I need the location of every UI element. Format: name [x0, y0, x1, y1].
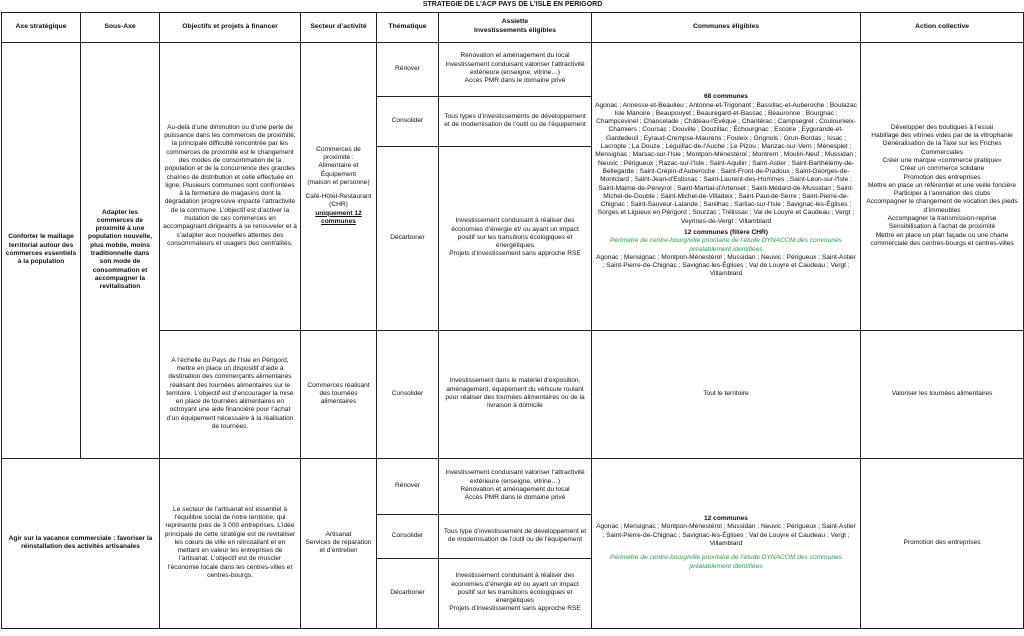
action-item: Créer une marque «commerce pratique» [882, 156, 1002, 164]
assiette-renover-1 [439, 42, 592, 96]
assiette-line: Rénovation et aménagement du local [460, 486, 570, 493]
objectif1-cell: Au-delà d’une diminution ou d’une perte de puissance dans les commerces de proximité, la principale difficulté rencontrée par les commerces de proximité est le changement des modes de consommation de la population et de la concurrence des grandes chaînes de distribution et celle effectuée en ligne. Plusieurs communes sont confrontées à la fermeture de magasins dont la dégradation progressive impacte l’attractivité de la commune. L’objectif est d’activer la mutation de ces commerces en accompagnant dirigeants à se renouveler et à s’adapter aux nouvelles attentes des consommateurs et usagers des centralités. [160, 42, 301, 330]
theme-decarboner-2: Décarboner [377, 558, 439, 628]
theme-consolider-1: Consolider [377, 96, 439, 146]
assiette-line: Projets d’investissement sans approche RSE [449, 605, 581, 613]
secteur1-line4: Café-Hôtel-Restaurant (CHR) [305, 193, 372, 209]
axe2-cell: Agir sur la vacance commerciale : favoriser la réinstallation des activités artisanales [2, 458, 160, 628]
header-assiette [439, 12, 592, 42]
secteur1-line1: Commerces de proximité : [316, 145, 361, 161]
secteur1-line3: (maison et personne) [307, 178, 370, 186]
assiette-consolider-1: Tous types d’investissements de développement et de modernisation de l’outil ou de l’équipement [439, 96, 592, 146]
header-sous-axe: Sous-Axe [81, 12, 160, 42]
assiette-line: Investissement conduisant à réaliser des économies d’énergie et/ ou ayant un impact positif sur les transitions écologiques et énergétiques [451, 572, 579, 605]
communes3-title: 12 communes [704, 515, 748, 523]
header-action: Action collective [861, 12, 1024, 42]
table-row [2, 42, 1024, 96]
header-objectifs: Objectifs et projets à financer [160, 12, 301, 42]
objectif2-cell: A l’échelle du Pays de l’Isle en Périgord, mettre en place un dispositif d’aide à destination des commerçants alimentaires réalisant des tournées alimentaires sur le territoire. L’objectif est d’encourager la mise en place de tournées alimentaires en octroyant une aide financière pour l’achat d’un équipement nécessaire à la réalisation de tournées. [160, 330, 301, 458]
theme-renover-2: Rénover [377, 458, 439, 514]
actions1-cell [861, 42, 1024, 330]
header-communes: Communes éligibles [592, 12, 861, 42]
assiette-line: Accès PMR dans le domaine privé [464, 77, 566, 85]
action-item: Généralisation de la Taxe sur les Friches Commerciales [882, 140, 1002, 156]
header-assiette-line2: Investissements éligibles [474, 27, 556, 34]
secteur3-line2: Services de réparation et d’entretien [305, 538, 372, 555]
assiette-line: Investissement conduisant valoriser l’attractivité extérieure (enseigne, vitrine…) [445, 469, 585, 485]
table-row [2, 458, 1024, 514]
action-item: Promotion des entreprises [903, 173, 981, 181]
action-item: Mettre en place un référentiel et une veille foncière [867, 181, 1017, 189]
action-item: Accompagner la transmission-reprise [887, 215, 997, 223]
header-row [2, 12, 1024, 42]
action2-cell: Valoriser les tournées alimentaires [861, 330, 1024, 458]
assiette-line: Investissement conduisant valoriser l’attractivité extérieure (enseigne, vitrine…) [445, 60, 585, 76]
communes68-list: Agonac ; Annesse-et-Beaulieu ; Antonne-et-Trigonant ; Bassillac-et-Auberoche ; Boulazac Isle Manoire ; Beaupouyet ; Beauregard-et-Bassac ; Beauronne ; Bourgnac ; Champcevinel ; Chancelade ; Château-l'Evêque ; Chantérac ; Campsegret ; Coulounieix-Chamiers ; Coursac ; Douville ; Douzillac ; Échourgnac ; Escoire ; Eygurande-et-Gardedeuil ; Eyraud-Crempse-Maurens ; Fouleix ; Grignols ; Grun-Bordas ; Issac ; Lacropte ; La Douze ; Léguillac-de-l'Auche ; Le Pizou ; Manzac-sur-Vern ; Ménesplet ; Mensignac ; Marsac-sur-l'Isle ; Montpon-Ménestérol ; Montrem ; Moulin-Neuf ; Mussidan ; Neuvic ; Périgueux ; Razac-sur-l'Isle ; Saint-Aquilin ; Saint-Astier ; Saint-Barthélémy-de-Bellegarde ; Saint-Crépin-d'Auberoche ; Saint-Front-de-Pradoux ; Saint-Georges-de-Montclard ; Saint-Jean-d'Estissac ; Saint-Laurent-des-Hommes ; Saint-Léon-sur-l'Isle ; Saint-Maime-de-Péreyrol ; Saint-Martial-d'Artenset ; Saint-Médard-de-Mussidan ; Saint-Michel-de-Double ; Saint-Michel-de-Villadeix ; Saint-Paul-de-Serre ; Saint-Pierre-de-Chignac ; Saint-Sauveur-Lalande ; Sanilhac ; Sarliac-sur-l'Isle ; Savignac-les-Églises ; Sorges et Ligueux en Périgord ; Sourzac ; Trélissac ; Val de Louyre et Caudeau ; Vergt ; Veyrines-de-Vergt ; Villamblard [595, 101, 857, 225]
assiette-line: Rénovation et aménagement du local [460, 52, 570, 60]
communes1-cell [592, 42, 861, 330]
assiette2-cell: Investissement dans le matériel d’exposition, aménagement, équipement du véhicule roulant pour réaliser des tournées alimentaires ou de la livraison à domicile [439, 330, 592, 458]
secteur2-cell: Commerces réalisant des tournées alimentaires [301, 330, 377, 458]
theme-consolider-2: Consolider [377, 514, 439, 558]
action-item: Habillage des vitrines vides par de la vitrophanie [871, 132, 1013, 140]
header-assiette-line1: Assiette [501, 18, 529, 26]
communes12-green-note: Périmètre de centre-bourg/ville prioritaire de l’étude DYNACOM des communes préalablement identifiées [610, 237, 842, 253]
communes12-title: 12 communes (filière CHR) [684, 228, 768, 236]
theme2-cell: Consolider [377, 330, 439, 458]
header-axe: Axe stratégique [2, 12, 81, 42]
theme-decarboner-1: Décarboner [377, 146, 439, 330]
header-thematique: Thématique [377, 12, 439, 42]
action-item: Créer un commerce solidaire [899, 165, 985, 173]
communes3-list: Agonac ; Mensignac ; Montpon-Ménestérol ; Mussidan ; Neuvic ; Périgueux ; Saint-Astier ; Saint-Pierre-de-Chignac ; Savignac-les-Églises ; Val de Louyre et Caudeau ; Vergt ; Villamblard [596, 523, 856, 547]
secteur1-line2: Alimentaire et Équipement [318, 162, 359, 178]
secteur3-cell [301, 458, 377, 628]
assiette-line: Projets d’investissement sans approche RSE [449, 250, 581, 258]
assiette-line: Investissement conduisant à réaliser des économies d’énergie et/ ou ayant un impact positif sur les transitions écologiques et énergétiques [451, 217, 579, 250]
communes12-list: Agonac ; Mensignac ; Montpon-Ménestérol ; Mussidan ; Neuvic ; Périgueux ; Saint-Astier ; Saint-Pierre-de-Chignac ; Savignac-les-Églises ; Val de Louyre et Caudeau ; Vergt ; Villamblard [596, 253, 856, 278]
secteur1-line5: uniquement 12 communes [315, 209, 362, 226]
sous-axe1-cell: Adapter les commerces de proximité à une population nouvelle, plus mobile, moins traditionnelle dans son mode de consommation et accompagner la revitalisation [81, 42, 160, 458]
communes2-cell: Tout le territoire [592, 330, 861, 458]
action3-cell: Promotion des entreprises [861, 458, 1024, 628]
header-secteur: Secteur d’activité [301, 12, 377, 42]
communes3-green-note: Périmètre de centre-bourg/ville prioritaire de l’étude DYNACOM des communes préalablement identifiées [610, 554, 842, 570]
action-item: Participer à l’animation des clubs [893, 190, 991, 198]
communes68-title: 68 communes [704, 93, 748, 101]
action-item: Accompagner le changement de vocation des pieds d’immeubles [866, 198, 1018, 214]
communes3-cell [592, 458, 861, 628]
theme-renover-1: Rénover [377, 42, 439, 96]
table-title: STRATEGIE DE L’ACP PAYS DE L’ISLE EN PERIGORD [2, 0, 1024, 12]
axe1-cell: Conforter le maillage territorial autour des commerces essentiels à la population [2, 42, 81, 458]
secteur3-line1: Artisanat [325, 530, 352, 538]
action-item: Développer des boutiques à l’essai [890, 123, 994, 131]
secteur1-cell [301, 42, 377, 330]
strategy-table [1, 0, 1024, 629]
assiette-decarboner-2 [439, 558, 592, 628]
objectif3-cell: Le secteur de l’artisanat est essentiel à l’équilibre social de notre territoire, qui représente près de 3 000 entreprises. L’idée principale de cette stratégie est de revitaliser les cœurs de ville en réinstallant et en mettant en valeur les entreprises de l’artisanat. L’objectif est de muscler l’économie locale dans les centres-villes et centres-bourgs. [160, 458, 301, 628]
assiette-consolider-2: Tous type d’investissement de développement et de modernisation de l’outil ou de l’équipement [439, 514, 592, 558]
assiette-decarboner-1 [439, 146, 592, 330]
assiette-renover-2 [439, 458, 592, 514]
action-item: Mettre en place un plan façade ou une charte commerciale des centres-bourgs et centres-villes [870, 231, 1014, 247]
action-item: Sensibilisation à l’achat de proximité [888, 223, 996, 231]
assiette-line: Accès PMR dans le domaine privé [464, 494, 566, 502]
